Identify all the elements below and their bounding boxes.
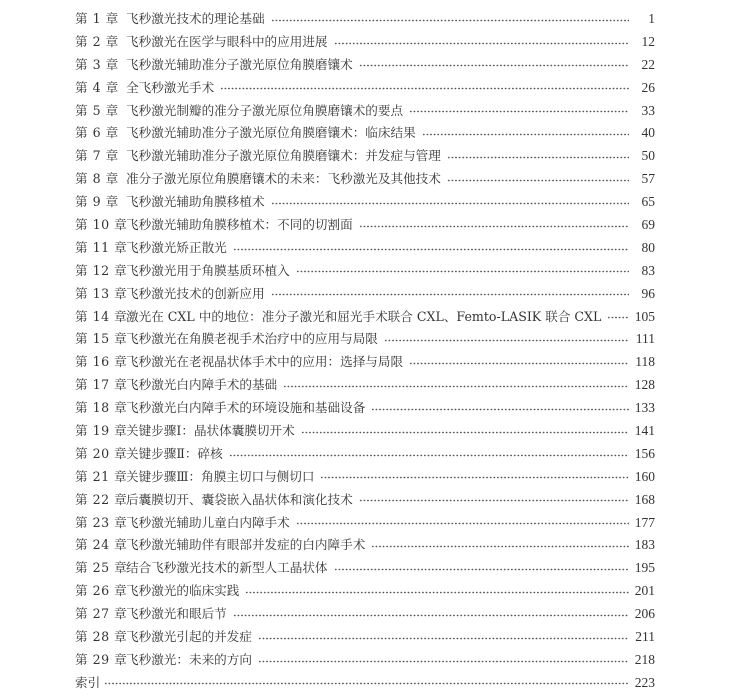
dot-leader [320,472,629,482]
toc-entry-19[interactable] [75,420,655,443]
dot-leader [384,335,629,345]
dot-leader [258,655,629,665]
dot-leader [359,220,629,230]
chapter-label: 第 27 章 [75,606,128,622]
toc-entry-12[interactable] [75,260,655,283]
toc-entry-21[interactable] [75,466,655,489]
chapter-label: 第 9 章 [75,194,119,210]
chapter-title: 飞秒激光辅助准分子激光原位角膜磨镶术：并发症与管理 [126,148,441,164]
chapter-label: 第 3 章 [75,56,119,72]
chapter-title: 飞秒激光和眼后节 [126,606,227,622]
dot-leader [371,404,629,414]
chapter-title: 飞秒激光引起的并发症 [126,629,252,645]
chapter-title: 飞秒激光辅助准分子激光原位角膜磨镶术 [126,56,353,72]
chapter-title: 飞秒激光辅助准分子激光原位角膜磨镶术：临床结果 [126,125,416,141]
page-number: 206 [634,606,655,622]
page-number: 141 [634,423,655,439]
chapter-title: 后囊膜切开、囊袋嵌入晶状体和演化技术 [126,491,353,507]
dot-leader [220,83,629,93]
toc-entry-1[interactable] [75,8,655,31]
page-number: 26 [641,79,655,95]
page-number: 111 [635,331,655,347]
page-number: 168 [634,491,655,507]
toc-entry-5[interactable] [75,100,655,123]
toc-entry-17[interactable] [75,374,655,397]
chapter-title: 全飞秒激光手术 [126,79,215,95]
toc-entry-25[interactable] [75,557,655,580]
dot-leader [371,541,629,551]
chapter-title: 飞秒激光的临床实践 [126,583,240,599]
table-of-contents [75,8,655,695]
page-number: 223 [634,674,655,690]
toc-entry-3[interactable] [75,54,655,77]
page-number: 118 [635,354,655,370]
chapter-title: 准分子激光原位角膜磨镶术的未来：飞秒激光及其他技术 [126,171,441,187]
page-number: 1 [648,11,655,26]
chapter-label: 第 1 章 [75,11,119,26]
dot-leader [271,289,629,299]
chapter-title: 飞秒激光辅助儿童白内障手术 [126,514,290,530]
toc-entry-20[interactable] [75,443,655,466]
dot-leader [334,564,630,574]
toc-entry-27[interactable] [75,603,655,626]
toc-entry-7[interactable] [75,145,655,168]
chapter-label: 第 29 章 [75,651,128,667]
toc-entry-14[interactable] [75,306,655,329]
chapter-label: 第 6 章 [75,125,119,141]
dot-leader [104,678,629,688]
page-number: 133 [634,400,655,416]
toc-entry-24[interactable] [75,534,655,557]
chapter-label: 第 18 章 [75,400,128,416]
dot-leader [422,129,629,139]
dot-leader [233,243,629,253]
dot-leader [359,60,629,70]
chapter-label: 第 21 章 [75,468,128,484]
chapter-label: 第 28 章 [75,629,128,645]
page-number: 105 [634,308,655,324]
dot-leader [233,610,629,620]
page-number: 65 [641,194,655,210]
chapter-label: 第 25 章 [75,560,128,576]
toc-entry-16[interactable] [75,351,655,374]
chapter-label: 第 2 章 [75,33,119,49]
chapter-title: 飞秒激光：未来的方向 [126,651,252,667]
dot-leader [359,495,629,505]
chapter-label: 第 4 章 [75,79,119,95]
chapter-title: 激光在 CXL 中的地位：准分子激光和屈光手术联合 CXL、Femto-LASIK 联合 CXL [126,308,602,324]
chapter-title: 飞秒激光技术的创新应用 [126,285,265,301]
chapter-label: 第 23 章 [75,514,128,530]
page-number: 40 [641,125,655,141]
chapter-label: 第 8 章 [75,171,119,187]
chapter-title: 飞秒激光用于角膜基质环植入 [126,262,290,278]
dot-leader [283,381,629,391]
chapter-label: 第 22 章 [75,491,128,507]
page-number: 83 [641,262,655,278]
chapter-title: 飞秒激光辅助伴有眼部并发症的白内障手术 [126,537,366,553]
chapter-label: 第 14 章 [75,308,128,324]
index-title: 索引 [75,674,101,690]
chapter-title: 飞秒激光制瓣的准分子激光原位角膜磨镶术的要点 [126,102,404,118]
chapter-title: 关键步骤Ⅱ：碎核 [126,445,223,461]
toc-entry-6[interactable] [75,122,655,145]
chapter-label: 第 15 章 [75,331,128,347]
chapter-label: 第 19 章 [75,423,128,439]
page-number: 80 [641,239,655,255]
toc-entry-29[interactable] [75,649,655,672]
toc-entry-index[interactable] [75,672,655,695]
dot-leader [334,37,630,47]
chapter-title: 结合飞秒激光技术的新型人工晶状体 [126,560,328,576]
chapter-title: 飞秒激光辅助角膜移植术 [126,194,265,210]
page-number: 177 [634,514,655,530]
toc-entry-22[interactable] [75,489,655,512]
dot-leader [271,198,629,208]
chapter-title: 关键步骤Ⅲ：角膜主切口与侧切口 [126,468,315,484]
chapter-title: 飞秒激光白内障手术的基础 [126,377,278,393]
dot-leader [296,266,629,276]
chapter-title: 飞秒激光在医学与眼科中的应用进展 [126,33,328,49]
page-number: 12 [641,33,655,49]
dot-leader [271,14,629,24]
toc-entry-15[interactable] [75,328,655,351]
dot-leader [301,426,629,436]
chapter-title: 飞秒激光白内障手术的环境设施和基础设备 [126,400,366,416]
toc-entry-23[interactable] [75,512,655,535]
dot-leader [409,358,629,368]
toc-entry-9[interactable] [75,191,655,214]
page-number: 57 [641,171,655,187]
toc-entry-26[interactable] [75,580,655,603]
chapter-label: 第 10 章 [75,217,128,233]
toc-entry-2[interactable] [75,31,655,54]
dot-leader [447,175,629,185]
page-number: 211 [635,629,655,645]
page-number: 160 [634,468,655,484]
dot-leader [258,632,629,642]
page-number: 50 [641,148,655,164]
chapter-label: 第 13 章 [75,285,128,301]
chapter-title: 飞秒激光在老视晶状体手术中的应用：选择与局限 [126,354,404,370]
page-number: 183 [634,537,655,553]
page-number: 128 [634,377,655,393]
dot-leader [245,587,629,597]
page-number: 22 [641,56,655,72]
chapter-label: 第 26 章 [75,583,128,599]
chapter-label: 第 24 章 [75,537,128,553]
page-number: 201 [634,583,655,599]
chapter-label: 第 16 章 [75,354,128,370]
page-number: 156 [634,445,655,461]
chapter-title: 飞秒激光矫正散光 [126,239,227,255]
chapter-label: 第 20 章 [75,445,128,461]
dot-leader [447,152,629,162]
dot-leader [409,106,629,116]
dot-leader [607,312,629,322]
dot-leader [296,518,629,528]
dot-leader [229,449,629,459]
toc-entry-18[interactable] [75,397,655,420]
page-number: 69 [641,217,655,233]
page-number: 218 [634,651,655,667]
toc-entry-4[interactable] [75,77,655,100]
toc-entry-8[interactable] [75,168,655,191]
toc-entry-10[interactable] [75,214,655,237]
page-number: 33 [641,102,655,118]
toc-entry-28[interactable] [75,626,655,649]
page-number: 96 [641,285,655,301]
page-number: 195 [634,560,655,576]
chapter-title: 关键步骤Ⅰ：晶状体囊膜切开术 [126,423,295,439]
chapter-label: 第 7 章 [75,148,119,164]
toc-entry-11[interactable] [75,237,655,260]
chapter-label: 第 11 章 [75,239,128,255]
chapter-label: 第 5 章 [75,102,119,118]
chapter-title: 飞秒激光在角膜老视手术治疗中的应用与局限 [126,331,378,347]
chapter-label: 第 17 章 [75,377,128,393]
chapter-label: 第 12 章 [75,262,128,278]
toc-entry-13[interactable] [75,283,655,306]
chapter-title: 飞秒激光辅助角膜移植术：不同的切割面 [126,217,353,233]
chapter-title: 飞秒激光技术的理论基础 [126,11,265,26]
